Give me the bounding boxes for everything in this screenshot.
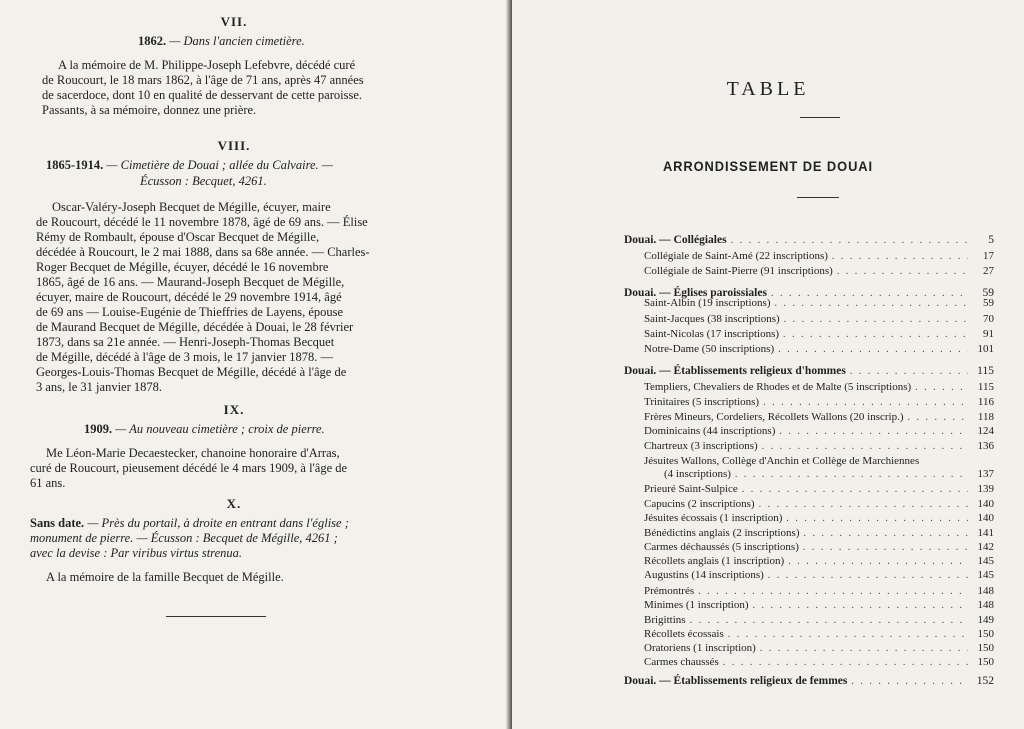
toc-leader-dots <box>690 614 968 627</box>
body-line: Oscar-Valéry-Joseph Becquet de Mégille, écuyer, maire <box>52 200 331 214</box>
toc-leader-dots <box>832 250 968 263</box>
toc-page-number: 137 <box>977 468 994 480</box>
toc-label: Carmes chaussés <box>644 656 719 668</box>
section-x-heading-text: — Près du portail, à droite en entrant dans l'église ; <box>84 516 349 530</box>
toc-leader-dots <box>779 425 968 438</box>
toc-leader-dots <box>804 527 969 540</box>
toc-entry <box>644 265 994 278</box>
toc-page-number: 150 <box>977 642 994 654</box>
section-vii-heading <box>138 34 305 49</box>
toc-label: Oratoriens (1 inscription) <box>644 642 756 654</box>
toc-label: Saint-Jacques (38 inscriptions) <box>644 313 780 325</box>
toc-leader-dots <box>763 396 968 409</box>
body-line: A la mémoire de la famille Becquet de Mégille. <box>46 570 284 584</box>
section-x-date: Sans date. <box>30 516 85 530</box>
toc-page-number: 27 <box>983 265 994 277</box>
section-x-heading <box>30 516 349 531</box>
toc-entry <box>644 313 994 326</box>
body-line: Me Léon-Marie Decaestecker, chanoine honoraire d'Arras, <box>46 446 340 460</box>
toc-label <box>624 365 846 378</box>
toc-label: Bénédictins anglais (2 inscriptions) <box>644 527 800 539</box>
toc-entry <box>644 498 994 511</box>
toc-label-text: — Établissements religieux d'hommes <box>656 365 846 377</box>
section-x-heading-line2: monument de pierre. — Écusson : Becquet de Mégille, 4261 ; <box>30 531 338 545</box>
toc-leader-dots <box>786 512 968 525</box>
body-line: 3 ans, le 31 janvier 1878. <box>36 380 163 394</box>
toc-leader-dots <box>742 483 968 496</box>
body-line: de 69 ans — Louise-Eugénie de Thieffries de Layens, épouse <box>36 305 344 319</box>
toc-label: (4 inscriptions) <box>664 468 731 480</box>
toc-label: Collégiale de Saint-Amé (22 inscriptions) <box>644 250 828 262</box>
toc-page-number: 149 <box>977 614 994 626</box>
toc-page-number: 5 <box>988 234 994 246</box>
body-line: Rémy de Rombault, épouse d'Oscar Becquet de Mégille, <box>36 230 320 244</box>
section-viii-heading <box>46 158 333 173</box>
toc-entry <box>644 512 994 525</box>
toc-page-number: 139 <box>977 483 994 495</box>
toc-leader-dots <box>915 381 968 394</box>
body-line: curé de Roucourt, pieusement décédé le 4 mars 1909, à l'âge de <box>30 461 348 475</box>
toc-page-number: 59 <box>982 287 994 299</box>
section-vii-date: 1862. <box>138 34 167 48</box>
toc-label: Saint-Nicolas (17 inscriptions) <box>644 328 780 340</box>
toc-entry <box>644 297 994 310</box>
toc-label: Brigittins <box>644 614 686 626</box>
toc-page-number: 115 <box>977 381 994 393</box>
section-number-viii: VIII. <box>217 138 251 153</box>
toc-leader-dots <box>837 265 968 278</box>
toc-page-number: 115 <box>977 365 994 377</box>
toc-section-heading <box>624 675 994 688</box>
toc-leader-dots <box>784 313 968 326</box>
toc-label <box>624 234 727 247</box>
toc-page-number: 140 <box>977 498 994 510</box>
toc-label: Récollets anglais (1 inscription) <box>644 555 785 567</box>
toc-entry <box>664 468 994 481</box>
toc-entry <box>644 628 994 641</box>
toc-page-number: 148 <box>977 599 994 611</box>
section-x-heading-line3: avec la devise : Par viribus virtus strenua. <box>30 546 242 560</box>
body-line: de Roucourt, décédé le 11 novembre 1878, âgé de 69 ans. — Élise <box>36 215 368 229</box>
body-line: Georges-Louis-Thomas Becquet de Mégille, décédé à l'âge de <box>36 365 347 379</box>
body-line: 1865, âgé de 16 ans. — Maurand-Joseph Becquet de Mégille, <box>36 275 345 289</box>
toc-page-number: 124 <box>977 425 994 437</box>
toc-leader-dots <box>759 498 968 511</box>
toc-label <box>624 675 847 688</box>
end-rule <box>166 616 266 617</box>
toc-entry <box>644 425 994 438</box>
toc-leader-dots <box>908 411 969 424</box>
toc-entry <box>644 483 994 496</box>
section-ix-heading <box>84 422 325 437</box>
toc-page-number: 145 <box>977 569 994 581</box>
toc-entry <box>644 642 994 655</box>
toc-label-text: — Églises paroissiales <box>656 287 767 299</box>
body-line: de sacerdoce, dont 10 en qualité de desservant de cette paroisse. <box>42 88 363 102</box>
toc-page-number: 116 <box>977 396 994 408</box>
toc-entry <box>644 343 994 356</box>
toc-label-bold: Douai. <box>624 365 657 377</box>
toc-entry <box>644 455 994 468</box>
toc-page-number: 59 <box>983 297 994 309</box>
toc-page-number: 17 <box>983 250 994 262</box>
toc-leader-dots <box>803 541 968 554</box>
toc-entry <box>644 527 994 540</box>
toc-leader-dots <box>775 297 969 310</box>
section-viii-heading-line2: Écusson : Becquet, 4261. <box>140 174 267 188</box>
toc-entry <box>644 599 994 612</box>
toc-leader-dots <box>723 656 968 669</box>
body-line: Roger Becquet de Mégille, écuyer, décédé le 16 novembre <box>36 260 329 274</box>
body-line: Passants, à sa mémoire, donnez une prière. <box>42 103 257 117</box>
toc-leader-dots <box>778 343 968 356</box>
toc-label-text: — Établissements religieux de femmes <box>656 675 848 687</box>
toc-leader-dots <box>851 675 968 688</box>
toc-label: Augustins (14 inscriptions) <box>644 569 764 581</box>
toc-leader-dots <box>762 440 968 453</box>
toc-label: Frères Mineurs, Cordeliers, Récollets Wallons (20 inscrip.) <box>644 411 904 423</box>
toc-page-number: 150 <box>977 628 994 640</box>
toc-page-number: 136 <box>977 440 994 452</box>
toc-section-heading <box>624 365 994 378</box>
toc-entry <box>644 250 994 263</box>
toc-page-number: 142 <box>977 541 994 553</box>
toc-entry <box>644 555 994 568</box>
toc-leader-dots <box>850 365 968 378</box>
toc-leader-dots <box>783 328 968 341</box>
toc-page-number: 91 <box>983 328 994 340</box>
toc-entry <box>644 381 994 394</box>
toc-entry <box>644 656 994 669</box>
toc-section-heading <box>624 234 994 247</box>
toc-label-bold: Douai. <box>624 234 657 246</box>
toc-entry <box>644 541 994 554</box>
section-number-vii: VII. <box>220 14 248 29</box>
toc-label: Saint-Albin (19 inscriptions) <box>644 297 771 309</box>
toc-label: Jésuites écossais (1 inscription) <box>644 512 783 524</box>
body-line: 61 ans. <box>30 476 66 490</box>
toc-entry <box>644 569 994 582</box>
toc-page-number: 140 <box>977 512 994 524</box>
toc-entry <box>644 440 994 453</box>
toc-page-number: 118 <box>977 411 994 423</box>
subtitle-rule <box>797 197 839 198</box>
body-line: 1873, dans sa 21e année. — Henri-Joseph-Thomas Becquet <box>36 335 335 349</box>
toc-leader-dots <box>753 599 969 612</box>
toc-label: Chartreux (3 inscriptions) <box>644 440 758 452</box>
toc-entry <box>644 396 994 409</box>
body-line: de Maurand Becquet de Mégille, décédée à Douai, le 28 février <box>36 320 354 334</box>
toc-entry <box>644 614 994 627</box>
toc-label: Dominicains (44 inscriptions) <box>644 425 776 437</box>
section-viii-heading-text: — Cimetière de Douai ; allée du Calvaire. — <box>103 158 333 172</box>
toc-label: Collégiale de Saint-Pierre (91 inscriptions) <box>644 265 833 277</box>
section-number-ix: IX. <box>223 402 245 417</box>
toc-leader-dots <box>728 628 968 641</box>
toc-leader-dots <box>731 234 968 247</box>
toc-label: Notre-Dame (50 inscriptions) <box>644 343 775 355</box>
toc-label-bold: Douai. <box>624 675 657 687</box>
body-line: de Mégille, décédé à l'âge de 3 mois, le 17 janvier 1878. — <box>36 350 333 364</box>
toc-page-number: 150 <box>977 656 994 668</box>
toc-label: Capucins (2 inscriptions) <box>644 498 755 510</box>
body-line: A la mémoire de M. Philippe-Joseph Lefebvre, décédé curé <box>58 58 356 72</box>
toc-label: Prémontrés <box>644 585 695 597</box>
toc-page-number: 101 <box>977 343 994 355</box>
toc-leader-dots <box>768 569 968 582</box>
table-title: TABLE <box>726 78 810 100</box>
section-ix-date: 1909. <box>84 422 113 436</box>
toc-label-text: — Collégiales <box>656 234 727 246</box>
section-ix-heading-text: — Au nouveau cimetière ; croix de pierre. <box>112 422 325 436</box>
toc-page-number: 70 <box>983 313 994 325</box>
toc-page-number: 152 <box>976 675 994 687</box>
toc-page-number: 148 <box>977 585 994 597</box>
toc-leader-dots <box>760 642 968 655</box>
toc-page-number: 141 <box>977 527 994 539</box>
section-viii-date: 1865-1914. <box>46 158 104 172</box>
toc-label: Minimes (1 inscription) <box>644 599 749 611</box>
toc-leader-dots <box>735 468 968 481</box>
toc-entry <box>644 328 994 341</box>
body-line: de Roucourt, le 18 mars 1862, à l'âge de 71 ans, après 47 années <box>42 73 364 87</box>
body-line: écuyer, maire de Roucourt, décédé le 29 novembre 1914, âgé <box>36 290 342 304</box>
toc-label-bold: Douai. <box>624 287 657 299</box>
toc-label: Prieuré Saint-Sulpice <box>644 483 738 495</box>
toc-label: Jésuites Wallons, Collège d'Anchin et Collège de Marchiennes <box>644 455 920 467</box>
toc-label: Trinitaires (5 inscriptions) <box>644 396 760 408</box>
section-vii-heading-text: — Dans l'ancien cimetière. <box>166 34 305 48</box>
left-page <box>0 0 508 729</box>
title-rule <box>800 117 840 118</box>
toc-leader-dots <box>698 585 968 598</box>
section-number-x: X. <box>226 496 242 511</box>
body-line: décédée à Roucourt, le 2 mai 1888, dans sa 68e année. — Charles- <box>36 245 370 259</box>
right-page <box>512 0 1024 729</box>
toc-label: Templiers, Chevaliers de Rhodes et de Malte (5 inscriptions) <box>644 381 912 393</box>
toc-entry <box>644 411 994 424</box>
toc-leader-dots <box>788 555 968 568</box>
arrondissement-title: ARRONDISSEMENT DE DOUAI <box>662 158 874 174</box>
toc-label: Récollets écossais <box>644 628 724 640</box>
toc-label: Carmes déchaussés (5 inscriptions) <box>644 541 799 553</box>
toc-entry <box>644 585 994 598</box>
toc-page-number: 145 <box>977 555 994 567</box>
